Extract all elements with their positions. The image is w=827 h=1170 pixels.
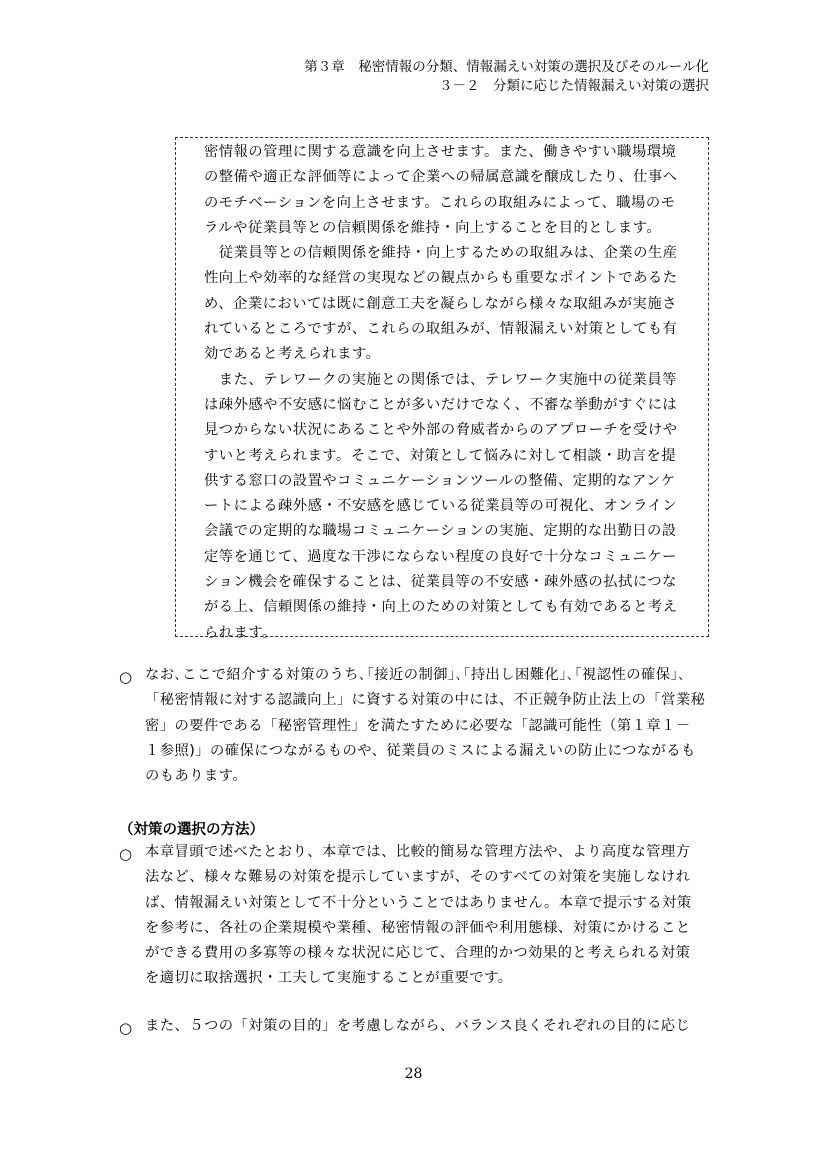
paragraph-line: 本章冒頭で述べたとおり、本章では、比較的簡易な管理方法や、より高度な管理方 — [145, 844, 691, 860]
column-box — [175, 137, 709, 641]
paragraph-line: 密」の要件である「秘密管理性」を満たすために必要な「認識可能性（第１章１－ — [145, 717, 691, 734]
bullet-marker: ○ — [119, 668, 133, 686]
column-line: の整備や適正な評価等によって企業への帰属意識を醸成したり、仕事へ — [204, 169, 678, 186]
paragraph-line: を参考に、各社の企業規模や業種、秘密情報の評価や利用態様、対策にかけること — [145, 919, 691, 936]
column-line: すいと考えられます。そこで、対策として悩みに対して相談・助言を提 — [204, 447, 677, 464]
column-line: 見つからない状況にあることや外部の脅威者からのアプローチを受けや — [204, 422, 678, 439]
paragraph-line: ができる費用の多寡等の様々な状況に応じて、合理的かつ効果的と考えられる対策 — [145, 945, 691, 962]
column-line: 会議での定期的な職場コミュニケーションの実施、定期的な出勤日の設 — [204, 523, 677, 540]
paragraph-line: 法など、様々な難易の対策を提示していますが、そのすべての対策を実施しなけれ — [145, 869, 691, 886]
paragraph-selection-method — [145, 840, 715, 992]
column-line: また、テレワークの実施との関係では、テレワーク実施中の従業員等 — [204, 371, 677, 388]
column-line: られます。 — [204, 624, 277, 641]
column-line: ラルや従業員等との信頼関係を維持・向上することを目的とします。 — [204, 219, 662, 236]
column-line: れているところですが、これらの取組みが、情報漏えい対策としても有 — [204, 321, 678, 338]
column-line: 密情報の管理に関する意識を向上させます。また、働きやすい職場環境 — [204, 144, 677, 160]
section-title: ３－２ 分類に応じた情報漏えい対策の選択 — [439, 78, 709, 94]
column-line: ション機会を確保することは、従業員等の不安感・疎外感の払拭につな — [204, 574, 677, 591]
chapter-title: 第３章 秘密情報の分類、情報漏えい対策の選択及びそのルール化 — [304, 59, 709, 75]
column-line: 従業員等との信頼関係を維持・向上するための取組みは、企業の生産 — [204, 245, 678, 262]
column-line: ートによる疎外感・不安感を感じている従業員等の可視化、オンライン — [204, 498, 678, 515]
paragraph-line: なお､ここで紹介する対策のうち､｢接近の制御｣､｢持出し困難化｣､｢視認性の確保｣､ — [145, 667, 686, 683]
paragraph-note — [145, 663, 715, 789]
column-line: は疎外感や不安感に悩むことが多いだけでなく、不審な挙動がすぐには — [204, 396, 678, 413]
paragraph-line: また、５つの「対策の目的」を考慮しながら、バランス良くそれぞれの目的に応じ — [145, 1018, 691, 1034]
column-line: 性向上や効率的な経営の実現などの観点からも重要なポイントであるた — [204, 270, 678, 287]
column-line: がる上、信頼関係の維持・向上のための対策としても有効であると考え — [204, 599, 678, 616]
bullet-marker: ○ — [119, 1019, 133, 1037]
section-heading: （対策の選択の方法） — [119, 822, 264, 838]
page-header — [304, 58, 709, 96]
bullet-marker: ○ — [119, 845, 133, 863]
paragraph-line: を適切に取捨選択・工夫して実施することが重要です。 — [145, 970, 513, 987]
column-line: 定等を通じて、過度な干渉にならない程度の良好で十分なコミュニケー — [204, 548, 677, 565]
paragraph-line: １参照)」の確保につながるものや、従業員のミスによる漏えいの防止につながるも — [145, 742, 696, 759]
paragraph-line: 「秘密情報に対する認識向上」に資する対策の中には、不正競争防止法上の「営業秘 — [145, 692, 706, 709]
paragraph-balance — [145, 1014, 715, 1039]
column-line: め、企業においては既に創意工夫を凝らしながら様々な取組みが実施さ — [204, 295, 677, 312]
column-line: 効であると考えられます。 — [204, 346, 381, 363]
page-number: 28 — [404, 1066, 423, 1082]
paragraph-line: ば、情報漏えい対策として不十分ということではありません。本章で提示する対策 — [145, 894, 692, 911]
column-text — [204, 140, 709, 646]
paragraph-line: のもあります。 — [145, 768, 248, 785]
column-line: のモチベーションを向上させます。これらの取組みによって、職場のモ — [204, 194, 676, 211]
column-line: 供する窓口の設置やコミュニケーションツールの整備、定期的なアンケ — [204, 472, 676, 489]
